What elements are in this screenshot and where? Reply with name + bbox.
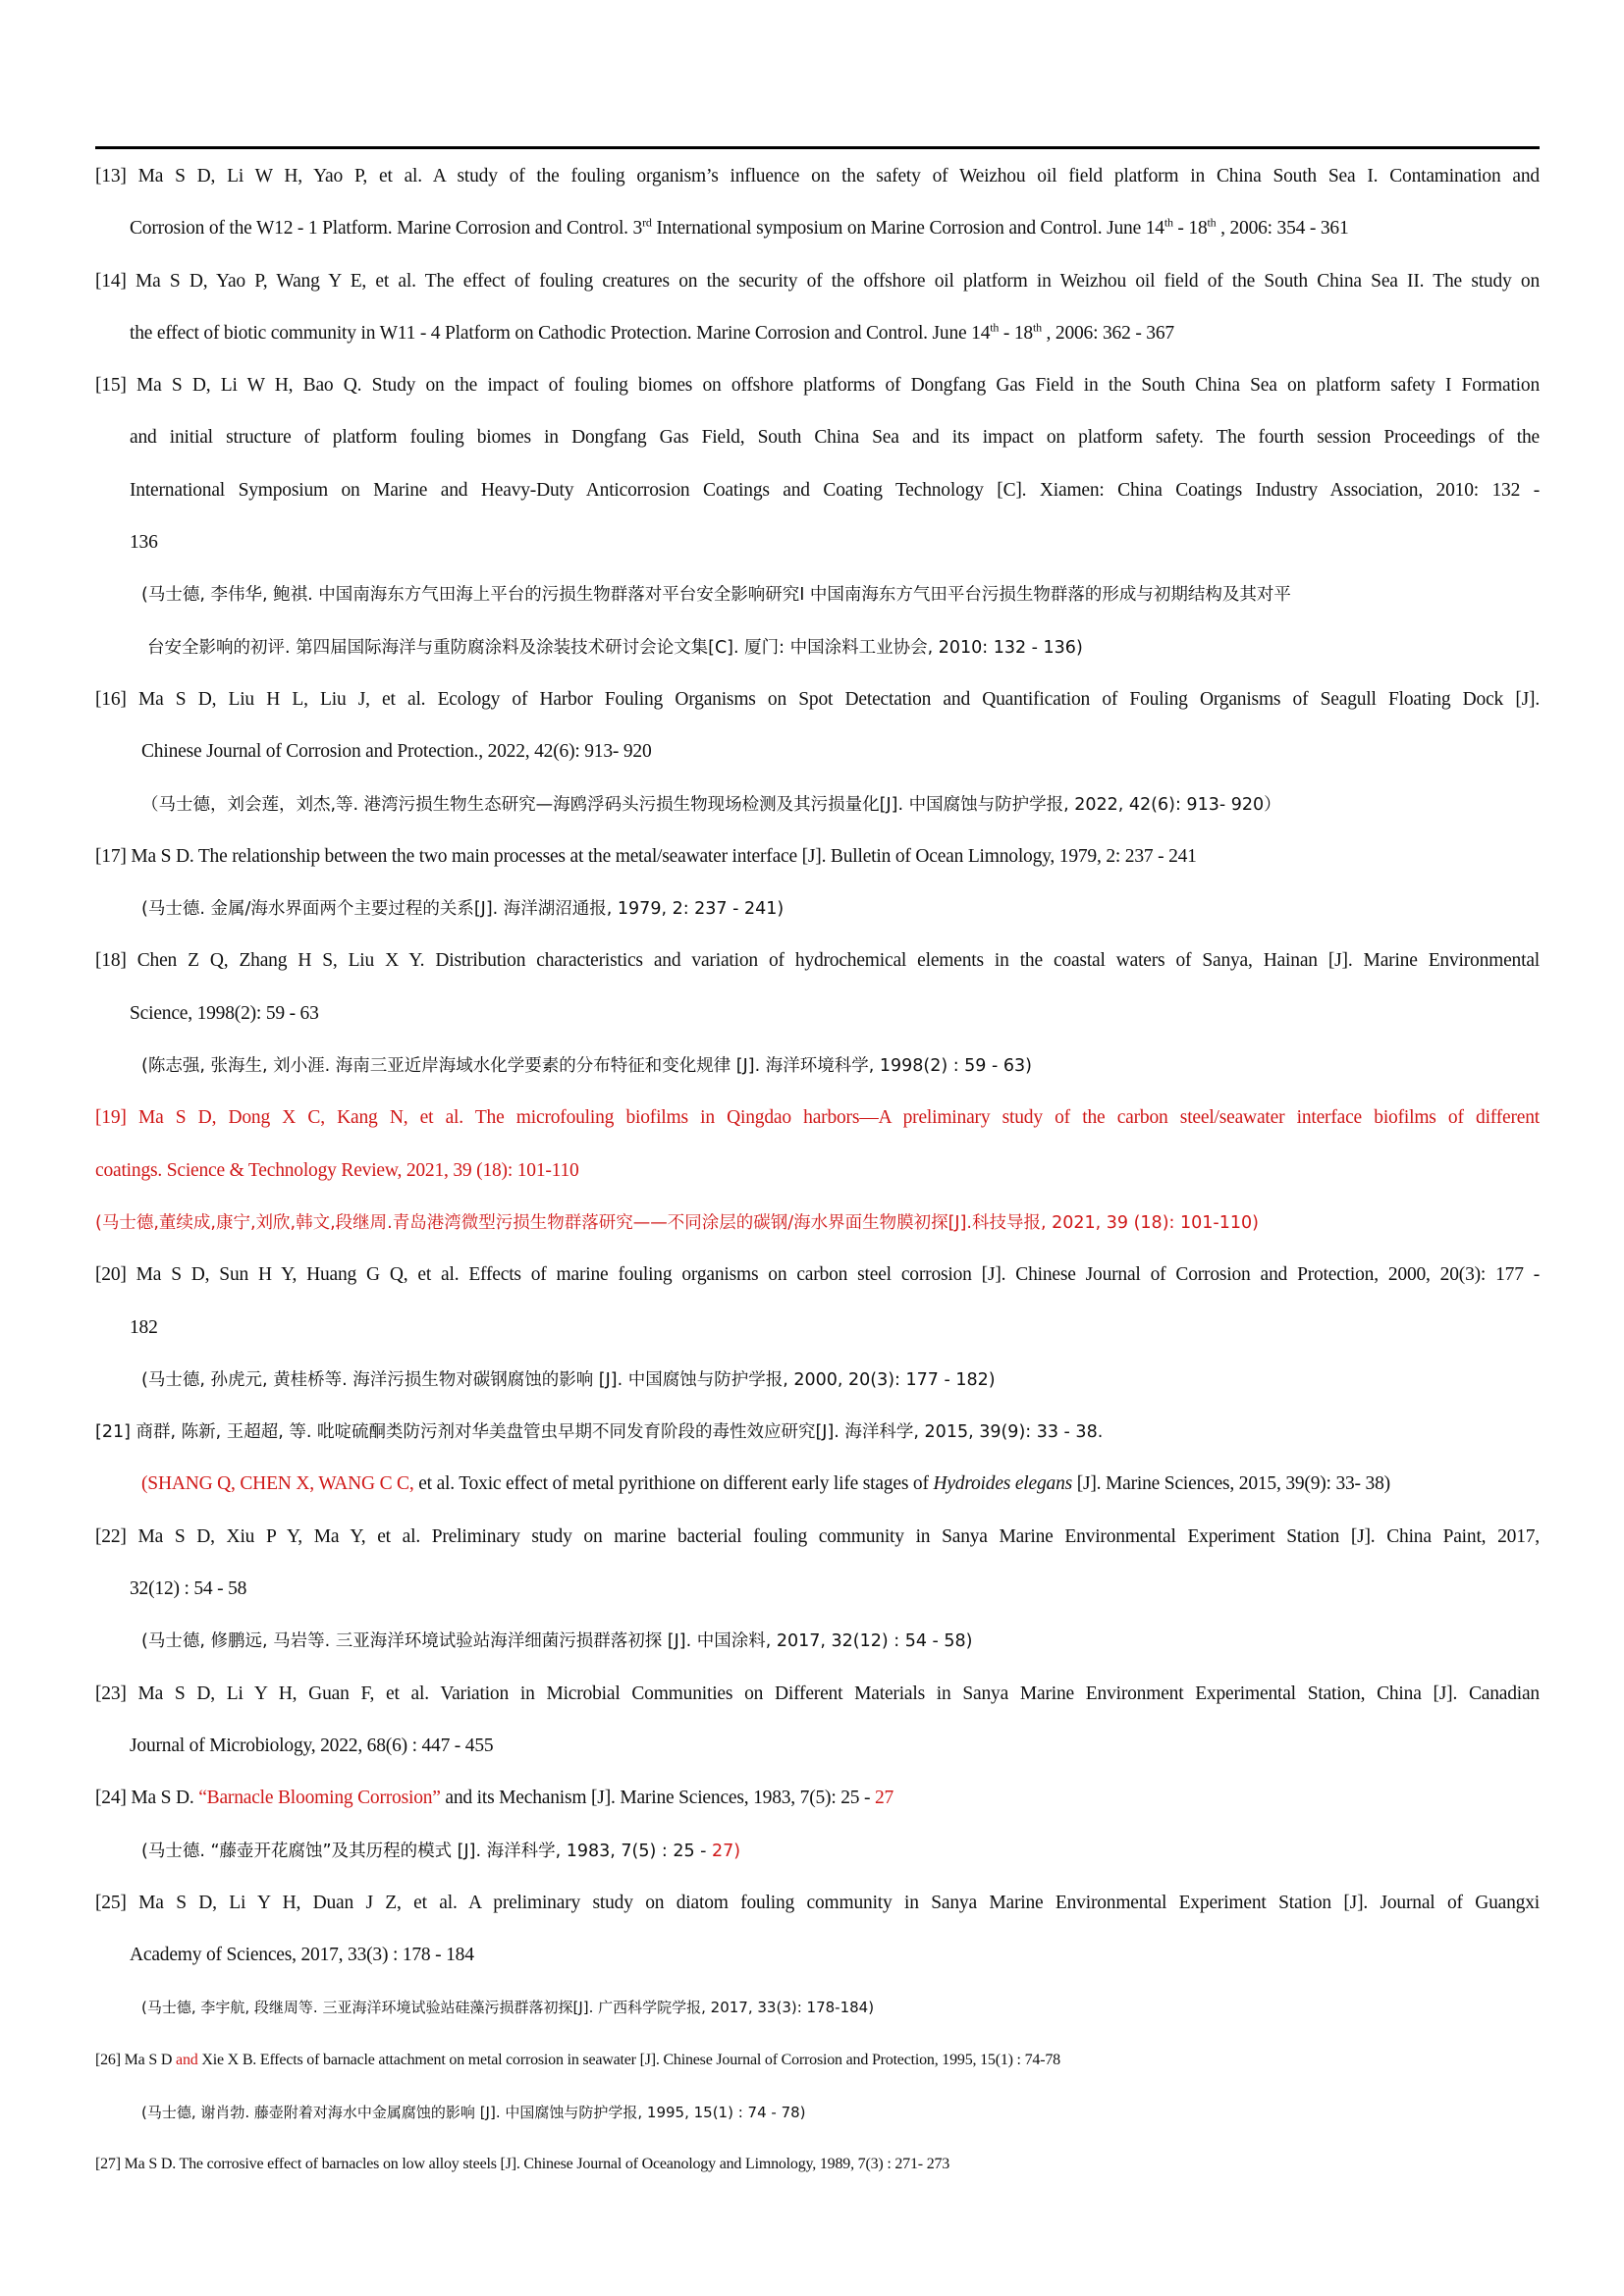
reference-26-chinese: (马士德, 谢肖勃. 藤壶附着对海水中金属腐蚀的影响 [J]. 中国腐蚀与防护学报, 1995, 15(1) : 74 - 78) bbox=[141, 2103, 806, 2121]
reference-18-chinese: (陈志强, 张海生, 刘小涯. 海南三亚近岸海域水化学要素的分布特征和变化规律 [J]. 海洋环境科学, 1998(2) : 59 - 63) bbox=[141, 1056, 1032, 1077]
top-rule bbox=[95, 146, 1540, 149]
reference-16-line-2: Chinese Journal of Corrosion and Protection., 2022, 42(6): 913- 920 bbox=[141, 741, 652, 763]
reference-24-line-1: [24] Ma S D. “Barnacle Blooming Corrosion” and its Mechanism [J]. Marine Sciences, 1983, 7(5): 25 - 27 bbox=[95, 1788, 894, 1809]
reference-21-line-2: (SHANG Q, CHEN X, WANG C C, et al. Toxic effect of metal pyrithione on different early life stages of Hydroides elegans [J]. Marine Sciences, 2015, 39(9): 33- 38) bbox=[141, 1473, 1390, 1495]
reference-list bbox=[95, 157, 1540, 2198]
reference-19-chinese: (马士德,董续成,康宁,刘欣,韩文,段继周.青岛港湾微型污损生物群落研究——不同涂层的碳钢/海水界面生物膜初探[J].科技导报, 2021, 39 (18): 101-110) bbox=[95, 1212, 1259, 1233]
reference-22-line-1: [22] Ma S D, Xiu P Y, Ma Y, et al. Preliminary study on marine bacterial fouling community in Sanya Marine Environmental Experiment Station [J]. China Paint, 2017, bbox=[95, 1525, 1540, 1547]
reference-21-line-1: [21] 商群, 陈新, 王超超, 等. 吡啶硫酮类防污剂对华美盘管虫早期不同发育阶段的毒性效应研究[J]. 海洋科学, 2015, 39(9): 33 - 38. bbox=[95, 1422, 1104, 1443]
reference-19-line-1: [19] Ma S D, Dong X C, Kang N, et al. The microfouling biofilms in Qingdao harbors—A preliminary study of the carbon steel/seawater interface biofilms of different bbox=[95, 1107, 1540, 1129]
reference-17-line-1: [17] Ma S D. The relationship between the two main processes at the metal/seawater interface [J]. Bulletin of Ocean Limnology, 1979, 2: 237 - 241 bbox=[95, 845, 1197, 867]
reference-27-line-1: [27] Ma S D. The corrosive effect of barnacles on low alloy steels [J]. Chinese Journal of Oceanology and Limnology, 1989, 7(3) : 271- 273 bbox=[95, 2156, 950, 2173]
reference-26-line-1: [26] Ma S D and Xie X B. Effects of barnacle attachment on metal corrosion in seawater [J]. Chinese Journal of Corrosion and Protection, 1995, 15(1) : 74-78 bbox=[95, 2051, 1060, 2068]
reference-18-line-2: Science, 1998(2): 59 - 63 bbox=[130, 1002, 319, 1024]
reference-25-line-2: Academy of Sciences, 2017, 33(3) : 178 - 184 bbox=[130, 1945, 474, 1966]
reference-16-line-1: [16] Ma S D, Liu H L, Liu J, et al. Ecology of Harbor Fouling Organisms on Spot Detectation and Quantification of Fouling Organisms of Seagull Floating Dock [J]. bbox=[95, 688, 1540, 710]
reference-20-line-1: [20] Ma S D, Sun H Y, Huang G Q, et al. Effects of marine fouling organisms on carbon steel corrosion [J]. Chinese Journal of Corrosion and Protection, 2000, 20(3): 177 - bbox=[95, 1264, 1540, 1286]
reference-22-chinese: (马士德, 修鹏远, 马岩等. 三亚海洋环境试验站海洋细菌污损群落初探 [J]. 中国涂料, 2017, 32(12) : 54 - 58) bbox=[141, 1631, 973, 1652]
reference-14-line-1: [14] Ma S D, Yao P, Wang Y E, et al. The effect of fouling creatures on the security of the offshore oil platform in Weizhou oil field of the South China Sea II. The study on bbox=[95, 270, 1540, 292]
reference-15-line-4: 136 bbox=[130, 532, 158, 554]
reference-15-line-2: and initial structure of platform fouling biomes in Dongfang Gas Field, South China Sea and its impact on platform safety. The fourth session Proceedings of the bbox=[130, 427, 1540, 449]
reference-20-line-2: 182 bbox=[130, 1316, 158, 1338]
reference-16-chinese: （马士德，刘会莲，刘杰,等. 港湾污损生物生态研究—海鸥浮码头污损生物现场检测及其污损量化[J]. 中国腐蚀与防护学报, 2022, 42(6): 913- 920） bbox=[141, 794, 1281, 815]
reference-25-line-1: [25] Ma S D, Li Y H, Duan J Z, et al. A preliminary study on diatom fouling community in Sanya Marine Environmental Experiment Station [J]. Journal of Guangxi bbox=[95, 1892, 1540, 1913]
reference-13-line-2: Corrosion of the W12 - 1 Platform. Marine Corrosion and Control. 3rd International symposium on Marine Corrosion and Control. June 14th - 18th , 2006: 354 - 361 bbox=[130, 215, 1349, 240]
reference-25-chinese: (马士德, 李宇航, 段继周等. 三亚海洋环境试验站硅藻污损群落初探[J]. 广西科学院学报, 2017, 33(3): 178-184) bbox=[141, 1999, 875, 2017]
reference-15-chinese-2: 台安全影响的初评. 第四届国际海洋与重防腐涂料及涂装技术研讨会论文集[C]. 厦门: 中国涂料工业协会, 2010: 132 - 136) bbox=[147, 637, 1083, 658]
reference-24-chinese: (马士德. “藤壶开花腐蚀”及其历程的模式 [J]. 海洋科学, 1983, 7(5) : 25 - 27) bbox=[141, 1841, 741, 1861]
reference-13-line-1: [13] Ma S D, Li W H, Yao P, et al. A study of the fouling organism’s influence on the safety of Weizhou oil field platform in China South Sea I. Contamination and bbox=[95, 166, 1540, 187]
reference-15-chinese-1: (马士德, 李伟华, 鲍祺. 中国南海东方气田海上平台的污损生物群落对平台安全影响研究Ⅰ 中国南海东方气田平台污损生物群落的形成与初期结构及其对平 bbox=[141, 585, 1291, 606]
reference-23-line-1: [23] Ma S D, Li Y H, Guan F, et al. Variation in Microbial Communities on Different Materials in Sanya Marine Environment Experimental Station, China [J]. Canadian bbox=[95, 1682, 1540, 1704]
reference-15-line-3: International Symposium on Marine and Heavy-Duty Anticorrosion Coatings and Coating Technology [C]. Xiamen: China Coatings Industry Association, 2010: 132 - bbox=[130, 479, 1540, 501]
reference-20-chinese: (马士德, 孙虎元, 黄桂桥等. 海洋污损生物对碳钢腐蚀的影响 [J]. 中国腐蚀与防护学报, 2000, 20(3): 177 - 182) bbox=[141, 1369, 996, 1390]
reference-17-chinese: (马士德. 金属/海水界面两个主要过程的关系[J]. 海洋湖沼通报, 1979, 2: 237 - 241) bbox=[141, 899, 785, 920]
reference-22-line-2: 32(12) : 54 - 58 bbox=[130, 1578, 247, 1600]
reference-14-line-2: the effect of biotic community in W11 - 4 Platform on Cathodic Protection. Marine Corrosion and Control. June 14th - 18th , 2006: 362 - 367 bbox=[130, 320, 1174, 344]
reference-18-line-1: [18] Chen Z Q, Zhang H S, Liu X Y. Distribution characteristics and variation of hydrochemical elements in the coastal waters of Sanya, Hainan [J]. Marine Environmental bbox=[95, 950, 1540, 972]
reference-15-line-1: [15] Ma S D, Li W H, Bao Q. Study on the impact of fouling biomes on offshore platforms of Dongfang Gas Field in the South China Sea on platform safety I Formation bbox=[95, 375, 1540, 397]
reference-23-line-2: Journal of Microbiology, 2022, 68(6) : 447 - 455 bbox=[130, 1735, 494, 1756]
reference-19-line-2: coatings. Science & Technology Review, 2021, 39 (18): 101-110 bbox=[95, 1159, 579, 1181]
